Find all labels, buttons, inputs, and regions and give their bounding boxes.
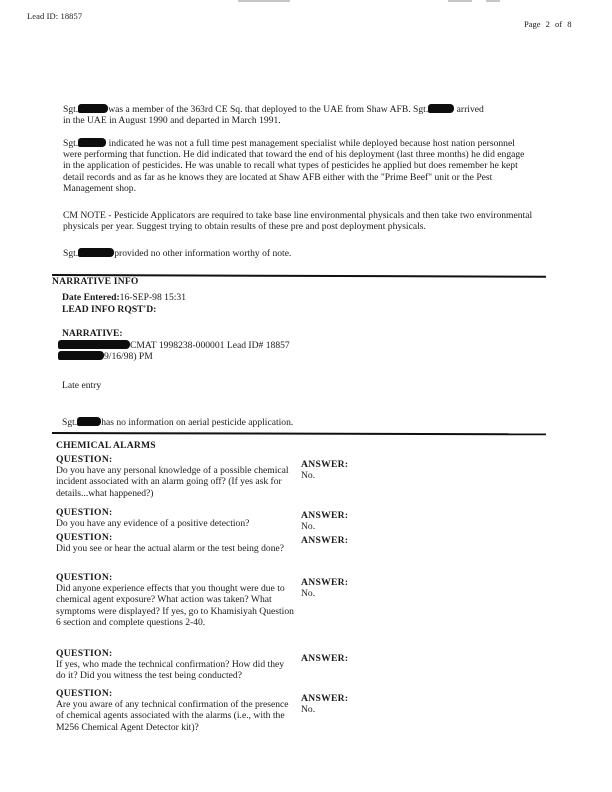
lead-info-requested-label: LEAD INFO RQST'D:	[62, 304, 157, 315]
answer-text: No.	[301, 588, 316, 599]
page-indicator: Page 2 of 8	[524, 19, 572, 29]
aerial-application-line	[62, 417, 293, 428]
redaction-block	[78, 104, 108, 113]
question-text: Are you aware of any technical confirmation of the presence of chemical agents associated with the alarms (i.e., with the M256 Chemical Agent Detector kit)?	[56, 699, 289, 733]
answer-label: ANSWER:	[301, 510, 349, 521]
notes-paragraph-closing	[63, 248, 533, 259]
question-text: If yes, who made the technical confirmation? How did they do it? Did you witness the test being conducted?	[56, 659, 285, 682]
question-text: Do you have any evidence of a positive detection?	[56, 518, 250, 529]
qa-item	[56, 688, 556, 733]
chemical-alarms-title: CHEMICAL ALARMS	[56, 440, 156, 451]
date-entered-field	[62, 292, 186, 303]
answer-label: ANSWER:	[301, 535, 349, 546]
arrived-text: arrived	[454, 104, 484, 115]
answer-text: No.	[301, 521, 316, 532]
sgt-prefix: Sgt.	[62, 417, 78, 428]
lead-id-header: Lead ID: 18857	[27, 11, 83, 21]
scan-artifact	[238, 0, 290, 2]
question-label: QUESTION:	[56, 572, 113, 583]
question-label: QUESTION:	[56, 648, 113, 659]
narrative-line-2	[58, 351, 153, 362]
sgt-prefix: Sgt.	[63, 138, 79, 149]
redaction-block	[58, 351, 104, 360]
narrative-cmat-text: CMAT 1998238-000001 Lead ID# 18857	[130, 340, 290, 351]
answer-column	[301, 693, 348, 715]
narrative-line-1	[58, 340, 290, 351]
redaction-block	[58, 340, 130, 349]
closing-text: provided no other information worthy of note.	[114, 248, 292, 259]
answer-label: ANSWER:	[301, 653, 349, 664]
answer-label: ANSWER:	[301, 577, 349, 588]
scan-artifact	[486, 0, 500, 2]
qa-item	[56, 507, 556, 532]
narrative-info-title: NARRATIVE INFO	[52, 276, 139, 287]
notes-paragraph-deployment	[63, 104, 533, 126]
narrative-date-text: 9/16/98) PM	[104, 351, 153, 362]
redaction-block	[78, 138, 106, 147]
answer-column	[301, 577, 348, 599]
narrative-label: NARRATIVE:	[62, 328, 123, 339]
qa-item	[56, 454, 556, 499]
qa-item	[56, 532, 556, 554]
redaction-block	[428, 104, 454, 113]
question-text: Did you see or hear the actual alarm or the test being done?	[56, 543, 285, 554]
question-label: QUESTION:	[56, 454, 113, 465]
question-text: Did anyone experience effects that you thought were due to chemical agent exposure? What action was taken? What symptoms were displayed? If yes, go to Khamisiyah Question 6 section and complete questions 2-40.	[56, 583, 294, 629]
redaction-block	[78, 248, 114, 257]
qa-item	[56, 572, 556, 629]
deployment-dates-text: in the UAE in August 1990 and departed in March 1991.	[63, 115, 281, 127]
question-label: QUESTION:	[56, 532, 113, 543]
redaction-block	[77, 417, 101, 426]
notes-paragraph-pest-management	[63, 138, 533, 194]
answer-column	[301, 510, 348, 532]
sgt-prefix: Sgt.	[63, 248, 79, 259]
question-label: QUESTION:	[56, 688, 113, 699]
deployment-text: was a member of the 363rd CE Sq. that deployed to the UAE from Shaw AFB. Sgt.	[108, 104, 429, 115]
cm-note-paragraph: CM NOTE - Pesticide Applicators are required to take base line environmental physicals and then take two environmental physicals per year. Suggest trying to obtain results of these pre and post deployment physicals.	[63, 210, 533, 233]
scan-artifact	[448, 0, 472, 2]
late-entry-text: Late entry	[62, 380, 102, 391]
answer-label: ANSWER:	[301, 693, 349, 704]
answer-column	[301, 535, 348, 546]
pest-management-text: indicated he was not a full time pest management specialist while deployed because host nation personnel were performing that function. He did indicated that toward the end of his deployment (last three months) he did engage in the application of pesticides. He was unable to recall what types of pesticides he applied but does remember he kept detail records and as far as he knows they are located at Shaw AFB either with the "Prime Beef" unit or the Pest Management shop.	[63, 138, 525, 194]
question-text: Do you have any personal knowledge of a possible chemical incident associated with an alarm going off? (If yes ask for details...what happened?)	[56, 465, 289, 499]
answer-column	[301, 653, 348, 664]
aerial-text: has no information on aerial pesticide application.	[101, 417, 294, 428]
answer-label: ANSWER:	[301, 459, 349, 470]
date-entered-label: Date Entered:	[62, 292, 120, 303]
answer-column	[301, 459, 348, 481]
answer-text: No.	[301, 470, 316, 481]
qa-item	[56, 648, 556, 682]
sgt-prefix: Sgt.	[63, 104, 79, 115]
section-divider	[52, 432, 546, 435]
date-entered-value: 16-SEP-98 15:31	[119, 292, 187, 303]
answer-text: No.	[301, 704, 316, 715]
question-label: QUESTION:	[56, 507, 113, 518]
